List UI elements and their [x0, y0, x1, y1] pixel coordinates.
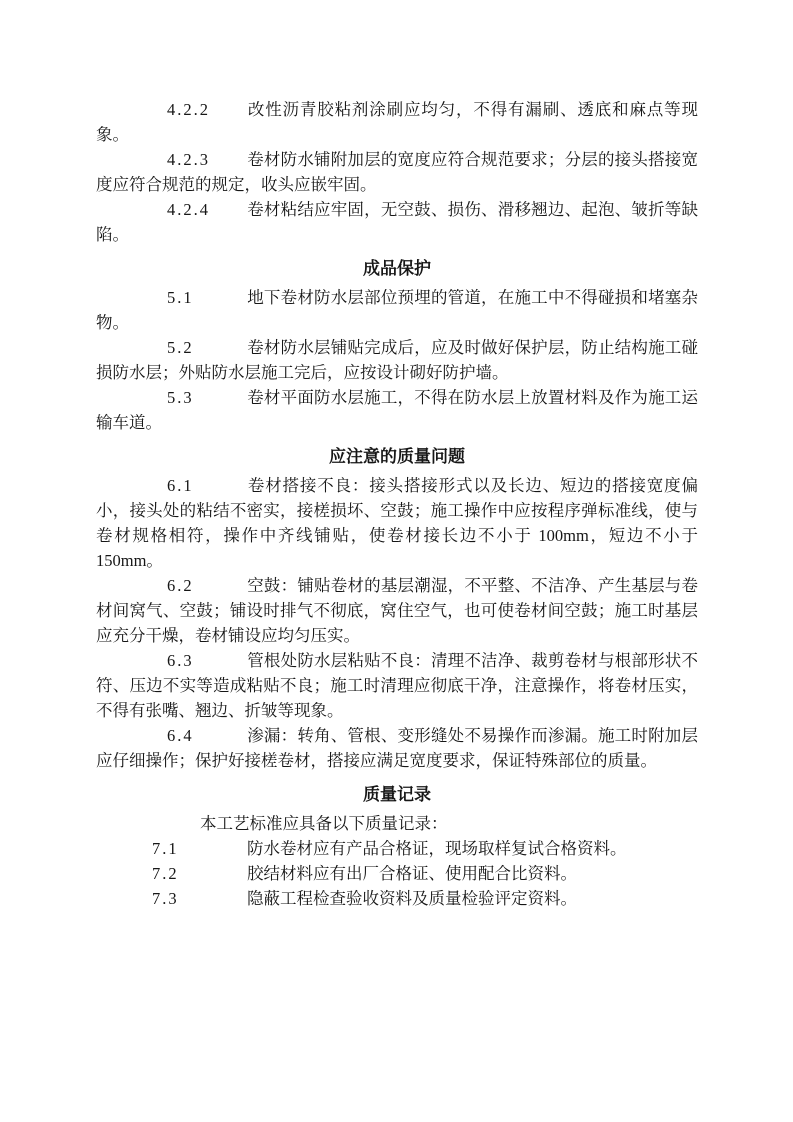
- clause-number: 4.2.4: [167, 200, 210, 219]
- clause-text: 防水卷材应有产品合格证，现场取样复试合格资料。: [247, 839, 627, 858]
- clause-text: 地下卷材防水层部位预埋的管道，在施工中不得碰损和堵塞杂物。: [96, 288, 698, 332]
- clause: [96, 886, 698, 911]
- clause-number: 4.2.3: [167, 150, 210, 169]
- clause: [96, 147, 698, 197]
- clause: [96, 335, 698, 385]
- clause-number: 6.4: [167, 726, 194, 745]
- clause: [96, 836, 698, 861]
- clause-text: 卷材粘结应牢固，无空鼓、损伤、滑移翘边、起泡、皱折等缺陷。: [96, 200, 698, 244]
- clause: [96, 723, 698, 773]
- clause-text: 隐蔽工程检查验收资料及质量检验评定资料。: [247, 889, 577, 908]
- clause: [96, 573, 698, 648]
- clause-number: 7.3: [152, 889, 179, 908]
- clause-text: 卷材平面防水层施工，不得在防水层上放置材料及作为施工运输车道。: [96, 388, 698, 432]
- clause-number: 5.1: [167, 288, 194, 307]
- clause-number: 6.3: [167, 651, 194, 670]
- clause-number: 7.2: [152, 864, 179, 883]
- section-quality-problems: [96, 444, 698, 773]
- clause-text: 空鼓：铺贴卷材的基层潮湿，不平整、不洁净、产生基层与卷材间窝气、空鼓；铺设时排气不彻底，窝住空气，也可使卷材间空鼓；施工时基层应充分干燥，卷材铺设应均匀压实。: [96, 576, 698, 645]
- clause: [96, 197, 698, 247]
- section-heading: 应注意的质量问题: [329, 447, 465, 466]
- section-heading: 成品保护: [363, 259, 431, 278]
- clause-text: 卷材搭接不良：接头搭接形式以及长边、短边的搭接宽度偏小，接头处的粘结不密实，接槎损坏、空鼓；施工操作中应按程序弹标准线，使与卷材规格相符，操作中齐线铺贴，使卷材接长边不小于 100mm，短边不小于 150mm。: [96, 476, 698, 570]
- clause: [96, 861, 698, 886]
- clause-text: 管根处防水层粘贴不良：清理不洁净、裁剪卷材与根部形状不符、压边不实等造成粘贴不良；施工时清理应彻底干净，注意操作，将卷材压实，不得有张嘴、翘边、折皱等现象。: [96, 651, 698, 720]
- clause-text: 胶结材料应有出厂合格证、使用配合比资料。: [247, 864, 577, 883]
- clause-text: 渗漏：转角、管根、变形缝处不易操作而渗漏。施工时附加层应仔细操作；保护好接槎卷材，搭接应满足宽度要求，保证特殊部位的质量。: [96, 726, 698, 770]
- clause-text: 改性沥青胶粘剂涂刷应均匀，不得有漏刷、透底和麻点等现象。: [96, 100, 698, 144]
- clause-number: 4.2.2: [167, 100, 210, 119]
- clause-number: 7.1: [152, 839, 179, 858]
- section-quality-records: [96, 782, 698, 911]
- clause-number: 6.2: [167, 576, 194, 595]
- section-heading: 质量记录: [363, 785, 431, 804]
- section-intro: 本工艺标准应具备以下质量记录：: [200, 814, 448, 833]
- clause: [96, 648, 698, 723]
- clause-number: 6.1: [167, 476, 194, 495]
- section-finished-product-protection: [96, 256, 698, 435]
- clause: [96, 473, 698, 573]
- clause-number: 5.2: [167, 338, 194, 357]
- clause-text: 卷材防水铺附加层的宽度应符合规范要求；分层的接头搭接宽度应符合规范的规定，收头应嵌牢固。: [96, 150, 698, 194]
- clause-number: 5.3: [167, 388, 194, 407]
- section-quality-standard-items: [96, 97, 698, 247]
- clause: [96, 97, 698, 147]
- clause: [96, 385, 698, 435]
- clause-text: 卷材防水层铺贴完成后，应及时做好保护层，防止结构施工碰损防水层；外贴防水层施工完后，应按设计砌好防护墙。: [96, 338, 698, 382]
- clause: [96, 285, 698, 335]
